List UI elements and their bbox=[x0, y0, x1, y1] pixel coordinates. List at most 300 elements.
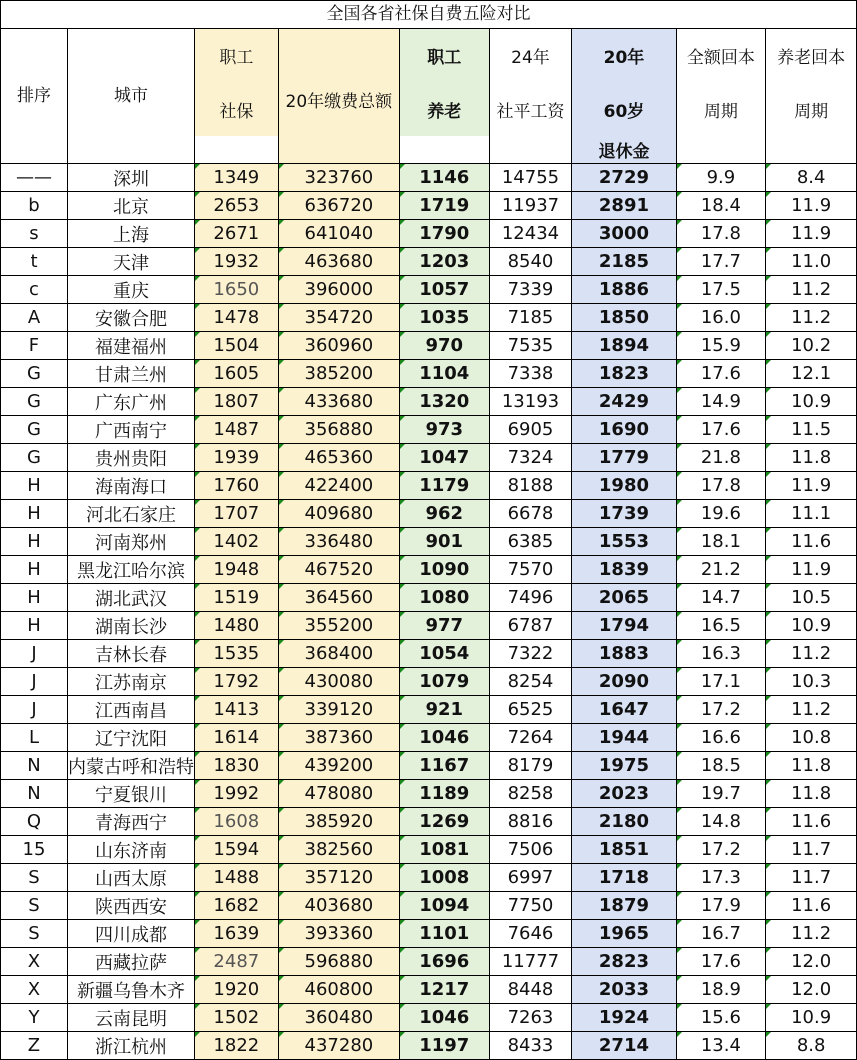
cell-rank[interactable]: G bbox=[1, 360, 68, 388]
cell-pension-payback[interactable]: 10.9 bbox=[766, 388, 857, 416]
cell-total[interactable]: 356880 bbox=[278, 416, 399, 444]
cell-full-payback[interactable]: 9.9 bbox=[676, 164, 766, 192]
cell-social[interactable]: 1807 bbox=[194, 388, 278, 416]
cell-wage[interactable]: 6787 bbox=[489, 612, 572, 640]
cell-total[interactable]: 323760 bbox=[278, 164, 399, 192]
table-row bbox=[1, 472, 857, 500]
cell-rank[interactable]: c bbox=[1, 276, 68, 304]
cell-social[interactable]: 1413 bbox=[194, 696, 278, 724]
cell-rank[interactable]: t bbox=[1, 248, 68, 276]
cell-retire[interactable]: 1823 bbox=[572, 360, 676, 388]
cell-retire[interactable]: 2033 bbox=[572, 976, 676, 1004]
cell-rank[interactable]: H bbox=[1, 556, 68, 584]
cell-retire[interactable]: 2429 bbox=[572, 388, 676, 416]
cell-city[interactable] bbox=[67, 164, 194, 192]
cell-full-payback[interactable]: 16.0 bbox=[676, 304, 766, 332]
cell-retire[interactable]: 2891 bbox=[572, 192, 676, 220]
cell-social[interactable]: 1948 bbox=[194, 556, 278, 584]
cell-total[interactable]: 422400 bbox=[278, 472, 399, 500]
cell-wage[interactable]: 6678 bbox=[489, 500, 572, 528]
cell-pension[interactable]: 1046 bbox=[400, 724, 490, 752]
cell-pension[interactable]: 970 bbox=[400, 332, 490, 360]
cell-retire[interactable]: 1883 bbox=[572, 640, 676, 668]
cell-wage[interactable]: 8433 bbox=[489, 1032, 572, 1060]
cell-full-payback[interactable]: 17.1 bbox=[676, 668, 766, 696]
cell-pension[interactable]: 1790 bbox=[400, 220, 490, 248]
cell-total[interactable]: 368400 bbox=[278, 640, 399, 668]
cell-pension-payback[interactable]: 11.9 bbox=[766, 472, 857, 500]
cell-pension[interactable]: 1167 bbox=[400, 752, 490, 780]
cell-total[interactable]: 433680 bbox=[278, 388, 399, 416]
cell-retire[interactable]: 1690 bbox=[572, 416, 676, 444]
cell-city[interactable] bbox=[67, 836, 194, 864]
cell-city[interactable] bbox=[67, 388, 194, 416]
cell-city[interactable] bbox=[67, 724, 194, 752]
cell-pension-payback[interactable]: 11.2 bbox=[766, 920, 857, 948]
header-rank[interactable] bbox=[1, 29, 68, 164]
cell-social[interactable]: 1792 bbox=[194, 668, 278, 696]
cell-rank[interactable]: H bbox=[1, 472, 68, 500]
cell-rank[interactable]: G bbox=[1, 444, 68, 472]
cell-full-payback[interactable]: 18.4 bbox=[676, 192, 766, 220]
cell-rank[interactable]: L bbox=[1, 724, 68, 752]
header-social[interactable] bbox=[194, 29, 278, 164]
cell-social[interactable]: 1614 bbox=[194, 724, 278, 752]
cell-full-payback[interactable]: 17.7 bbox=[676, 248, 766, 276]
cell-pension[interactable]: 1696 bbox=[400, 948, 490, 976]
cell-retire[interactable]: 2729 bbox=[572, 164, 676, 192]
cell-full-payback[interactable]: 18.1 bbox=[676, 528, 766, 556]
cell-social[interactable]: 1830 bbox=[194, 752, 278, 780]
cell-rank[interactable]: N bbox=[1, 752, 68, 780]
cell-retire[interactable]: 1718 bbox=[572, 864, 676, 892]
cell-retire[interactable]: 2714 bbox=[572, 1032, 676, 1060]
cell-full-payback[interactable]: 17.2 bbox=[676, 696, 766, 724]
cell-pension[interactable]: 977 bbox=[400, 612, 490, 640]
cell-total[interactable]: 430080 bbox=[278, 668, 399, 696]
cell-total[interactable]: 354720 bbox=[278, 304, 399, 332]
cell-total[interactable]: 636720 bbox=[278, 192, 399, 220]
cell-full-payback[interactable]: 17.8 bbox=[676, 472, 766, 500]
cell-rank[interactable]: G bbox=[1, 388, 68, 416]
cell-pension[interactable]: 1217 bbox=[400, 976, 490, 1004]
cell-pension[interactable]: 1094 bbox=[400, 892, 490, 920]
cell-full-payback[interactable]: 17.6 bbox=[676, 360, 766, 388]
cell-retire[interactable]: 1980 bbox=[572, 472, 676, 500]
cell-pension[interactable]: 1008 bbox=[400, 864, 490, 892]
cell-pension-payback[interactable]: 10.5 bbox=[766, 584, 857, 612]
cell-total[interactable]: 439200 bbox=[278, 752, 399, 780]
cell-wage[interactable]: 7339 bbox=[489, 276, 572, 304]
cell-social[interactable]: 1639 bbox=[194, 920, 278, 948]
cell-total[interactable]: 437280 bbox=[278, 1032, 399, 1060]
header-pension-payback[interactable] bbox=[766, 29, 857, 164]
cell-social[interactable]: 1402 bbox=[194, 528, 278, 556]
cell-total[interactable]: 360480 bbox=[278, 1004, 399, 1032]
header-total[interactable] bbox=[278, 29, 399, 164]
cell-pension-payback[interactable]: 10.9 bbox=[766, 612, 857, 640]
cell-pension-payback[interactable]: 11.8 bbox=[766, 780, 857, 808]
cell-rank[interactable]: Z bbox=[1, 1032, 68, 1060]
cell-city[interactable] bbox=[67, 1032, 194, 1060]
header-full-payback[interactable] bbox=[676, 29, 766, 164]
cell-city[interactable] bbox=[67, 248, 194, 276]
cell-wage[interactable]: 13193 bbox=[489, 388, 572, 416]
cell-rank[interactable]: H bbox=[1, 612, 68, 640]
cell-social[interactable]: 1594 bbox=[194, 836, 278, 864]
cell-city[interactable] bbox=[67, 696, 194, 724]
cell-total[interactable]: 596880 bbox=[278, 948, 399, 976]
cell-retire[interactable]: 1924 bbox=[572, 1004, 676, 1032]
cell-city[interactable] bbox=[67, 892, 194, 920]
cell-pension-payback[interactable]: 11.5 bbox=[766, 416, 857, 444]
cell-total[interactable]: 465360 bbox=[278, 444, 399, 472]
cell-total[interactable]: 360960 bbox=[278, 332, 399, 360]
cell-wage[interactable]: 8254 bbox=[489, 668, 572, 696]
cell-city[interactable] bbox=[67, 864, 194, 892]
cell-total[interactable]: 355200 bbox=[278, 612, 399, 640]
cell-rank[interactable]: S bbox=[1, 920, 68, 948]
cell-social[interactable]: 1822 bbox=[194, 1032, 278, 1060]
cell-rank[interactable]: H bbox=[1, 584, 68, 612]
cell-full-payback[interactable]: 17.6 bbox=[676, 948, 766, 976]
cell-pension-payback[interactable]: 10.2 bbox=[766, 332, 857, 360]
cell-total[interactable]: 387360 bbox=[278, 724, 399, 752]
cell-city[interactable] bbox=[67, 780, 194, 808]
cell-retire[interactable]: 1647 bbox=[572, 696, 676, 724]
cell-city[interactable] bbox=[67, 220, 194, 248]
cell-total[interactable]: 336480 bbox=[278, 528, 399, 556]
cell-social[interactable]: 1535 bbox=[194, 640, 278, 668]
cell-full-payback[interactable]: 14.7 bbox=[676, 584, 766, 612]
cell-pension-payback[interactable]: 11.0 bbox=[766, 248, 857, 276]
cell-city[interactable] bbox=[67, 808, 194, 836]
cell-pension[interactable]: 1046 bbox=[400, 1004, 490, 1032]
cell-wage[interactable]: 8448 bbox=[489, 976, 572, 1004]
cell-pension-payback[interactable]: 11.9 bbox=[766, 220, 857, 248]
cell-city[interactable] bbox=[67, 948, 194, 976]
cell-city[interactable] bbox=[67, 276, 194, 304]
cell-full-payback[interactable]: 16.6 bbox=[676, 724, 766, 752]
cell-pension[interactable]: 1269 bbox=[400, 808, 490, 836]
cell-retire[interactable]: 1944 bbox=[572, 724, 676, 752]
cell-social[interactable]: 2487 bbox=[194, 948, 278, 976]
cell-social[interactable]: 2653 bbox=[194, 192, 278, 220]
cell-full-payback[interactable]: 13.4 bbox=[676, 1032, 766, 1060]
cell-city[interactable] bbox=[67, 976, 194, 1004]
cell-pension-payback[interactable]: 11.2 bbox=[766, 640, 857, 668]
cell-pension-payback[interactable]: 10.9 bbox=[766, 1004, 857, 1032]
cell-pension-payback[interactable]: 8.4 bbox=[766, 164, 857, 192]
cell-rank[interactable]: F bbox=[1, 332, 68, 360]
cell-pension[interactable]: 1320 bbox=[400, 388, 490, 416]
cell-social[interactable]: 1487 bbox=[194, 416, 278, 444]
cell-rank[interactable]: J bbox=[1, 696, 68, 724]
cell-pension-payback[interactable]: 8.8 bbox=[766, 1032, 857, 1060]
cell-social[interactable]: 1650 bbox=[194, 276, 278, 304]
cell-city[interactable] bbox=[67, 332, 194, 360]
cell-wage[interactable]: 8258 bbox=[489, 780, 572, 808]
cell-city[interactable] bbox=[67, 752, 194, 780]
cell-wage[interactable]: 7506 bbox=[489, 836, 572, 864]
cell-wage[interactable]: 8188 bbox=[489, 472, 572, 500]
header-city[interactable] bbox=[67, 29, 194, 164]
cell-city[interactable] bbox=[67, 416, 194, 444]
cell-rank[interactable]: A bbox=[1, 304, 68, 332]
cell-retire[interactable]: 1965 bbox=[572, 920, 676, 948]
header-pension[interactable] bbox=[400, 29, 490, 164]
cell-full-payback[interactable]: 16.5 bbox=[676, 612, 766, 640]
cell-total[interactable]: 460800 bbox=[278, 976, 399, 1004]
cell-retire[interactable]: 1553 bbox=[572, 528, 676, 556]
cell-full-payback[interactable]: 19.7 bbox=[676, 780, 766, 808]
cell-social[interactable]: 2671 bbox=[194, 220, 278, 248]
cell-retire[interactable]: 2823 bbox=[572, 948, 676, 976]
cell-rank[interactable]: S bbox=[1, 864, 68, 892]
header-wage[interactable] bbox=[489, 29, 572, 164]
cell-social[interactable]: 1760 bbox=[194, 472, 278, 500]
cell-wage[interactable]: 6385 bbox=[489, 528, 572, 556]
cell-wage[interactable]: 7750 bbox=[489, 892, 572, 920]
cell-total[interactable]: 478080 bbox=[278, 780, 399, 808]
cell-wage[interactable]: 7264 bbox=[489, 724, 572, 752]
cell-pension[interactable]: 1035 bbox=[400, 304, 490, 332]
cell-city[interactable] bbox=[67, 528, 194, 556]
cell-retire[interactable]: 2180 bbox=[572, 808, 676, 836]
cell-full-payback[interactable]: 21.2 bbox=[676, 556, 766, 584]
cell-pension-payback[interactable]: 11.7 bbox=[766, 864, 857, 892]
cell-retire[interactable]: 2090 bbox=[572, 668, 676, 696]
cell-total[interactable]: 393360 bbox=[278, 920, 399, 948]
cell-city[interactable] bbox=[67, 668, 194, 696]
cell-wage[interactable]: 7570 bbox=[489, 556, 572, 584]
cell-wage[interactable]: 14755 bbox=[489, 164, 572, 192]
cell-wage[interactable]: 7324 bbox=[489, 444, 572, 472]
cell-total[interactable]: 364560 bbox=[278, 584, 399, 612]
cell-wage[interactable]: 7646 bbox=[489, 920, 572, 948]
cell-total[interactable]: 467520 bbox=[278, 556, 399, 584]
cell-retire[interactable]: 1894 bbox=[572, 332, 676, 360]
cell-pension[interactable]: 1104 bbox=[400, 360, 490, 388]
cell-full-payback[interactable]: 17.8 bbox=[676, 220, 766, 248]
cell-social[interactable]: 1608 bbox=[194, 808, 278, 836]
cell-pension-payback[interactable]: 12.0 bbox=[766, 948, 857, 976]
cell-pension-payback[interactable]: 11.6 bbox=[766, 808, 857, 836]
cell-social[interactable]: 1605 bbox=[194, 360, 278, 388]
cell-social[interactable]: 1682 bbox=[194, 892, 278, 920]
cell-total[interactable]: 641040 bbox=[278, 220, 399, 248]
cell-rank[interactable]: J bbox=[1, 668, 68, 696]
cell-pension[interactable]: 1203 bbox=[400, 248, 490, 276]
cell-pension[interactable]: 1057 bbox=[400, 276, 490, 304]
cell-total[interactable]: 385920 bbox=[278, 808, 399, 836]
cell-wage[interactable]: 6905 bbox=[489, 416, 572, 444]
cell-retire[interactable]: 1850 bbox=[572, 304, 676, 332]
cell-full-payback[interactable]: 15.9 bbox=[676, 332, 766, 360]
cell-social[interactable]: 1992 bbox=[194, 780, 278, 808]
cell-wage[interactable]: 7496 bbox=[489, 584, 572, 612]
cell-city[interactable] bbox=[67, 584, 194, 612]
cell-retire[interactable]: 1739 bbox=[572, 500, 676, 528]
cell-pension[interactable]: 1189 bbox=[400, 780, 490, 808]
cell-city[interactable] bbox=[67, 920, 194, 948]
cell-pension-payback[interactable]: 11.6 bbox=[766, 892, 857, 920]
cell-city[interactable] bbox=[67, 192, 194, 220]
cell-social[interactable]: 1480 bbox=[194, 612, 278, 640]
cell-rank[interactable]: 15 bbox=[1, 836, 68, 864]
cell-pension-payback[interactable]: 11.6 bbox=[766, 528, 857, 556]
cell-full-payback[interactable]: 17.9 bbox=[676, 892, 766, 920]
cell-wage[interactable]: 11937 bbox=[489, 192, 572, 220]
cell-pension[interactable]: 1090 bbox=[400, 556, 490, 584]
cell-total[interactable]: 385200 bbox=[278, 360, 399, 388]
cell-pension[interactable]: 1080 bbox=[400, 584, 490, 612]
cell-full-payback[interactable]: 17.5 bbox=[676, 276, 766, 304]
cell-full-payback[interactable]: 18.9 bbox=[676, 976, 766, 1004]
cell-total[interactable]: 339120 bbox=[278, 696, 399, 724]
cell-social[interactable]: 1920 bbox=[194, 976, 278, 1004]
cell-wage[interactable]: 8179 bbox=[489, 752, 572, 780]
cell-pension[interactable]: 1079 bbox=[400, 668, 490, 696]
cell-total[interactable]: 409680 bbox=[278, 500, 399, 528]
cell-wage[interactable]: 6997 bbox=[489, 864, 572, 892]
cell-social[interactable]: 1939 bbox=[194, 444, 278, 472]
cell-pension-payback[interactable]: 11.8 bbox=[766, 444, 857, 472]
cell-city[interactable] bbox=[67, 556, 194, 584]
cell-pension-payback[interactable]: 11.8 bbox=[766, 752, 857, 780]
cell-wage[interactable]: 7263 bbox=[489, 1004, 572, 1032]
header-retire[interactable] bbox=[572, 29, 676, 164]
cell-retire[interactable]: 1779 bbox=[572, 444, 676, 472]
cell-pension-payback[interactable]: 11.2 bbox=[766, 276, 857, 304]
cell-total[interactable]: 396000 bbox=[278, 276, 399, 304]
cell-rank[interactable]: G bbox=[1, 416, 68, 444]
cell-full-payback[interactable]: 14.8 bbox=[676, 808, 766, 836]
cell-full-payback[interactable]: 16.7 bbox=[676, 920, 766, 948]
cell-pension[interactable]: 901 bbox=[400, 528, 490, 556]
cell-wage[interactable]: 7535 bbox=[489, 332, 572, 360]
cell-wage[interactable]: 8540 bbox=[489, 248, 572, 276]
cell-retire[interactable]: 1794 bbox=[572, 612, 676, 640]
cell-pension[interactable]: 1719 bbox=[400, 192, 490, 220]
cell-city[interactable] bbox=[67, 612, 194, 640]
cell-full-payback[interactable]: 19.6 bbox=[676, 500, 766, 528]
cell-pension-payback[interactable]: 11.7 bbox=[766, 836, 857, 864]
cell-pension-payback[interactable]: 11.9 bbox=[766, 192, 857, 220]
cell-social[interactable]: 1478 bbox=[194, 304, 278, 332]
cell-pension-payback[interactable]: 11.9 bbox=[766, 556, 857, 584]
cell-pension-payback[interactable]: 11.1 bbox=[766, 500, 857, 528]
cell-pension[interactable]: 973 bbox=[400, 416, 490, 444]
cell-retire[interactable]: 2185 bbox=[572, 248, 676, 276]
cell-rank[interactable]: X bbox=[1, 948, 68, 976]
cell-social[interactable]: 1502 bbox=[194, 1004, 278, 1032]
cell-full-payback[interactable]: 21.8 bbox=[676, 444, 766, 472]
cell-retire[interactable]: 2065 bbox=[572, 584, 676, 612]
cell-rank[interactable]: J bbox=[1, 640, 68, 668]
city-name: 湖北武汉 bbox=[94, 588, 167, 610]
cell-rank[interactable]: s bbox=[1, 220, 68, 248]
cell-pension[interactable]: 1101 bbox=[400, 920, 490, 948]
cell-wage[interactable]: 7322 bbox=[489, 640, 572, 668]
cell-city[interactable] bbox=[67, 360, 194, 388]
cell-rank[interactable]: Q bbox=[1, 808, 68, 836]
cell-wage[interactable]: 12434 bbox=[489, 220, 572, 248]
cell-social[interactable]: 1504 bbox=[194, 332, 278, 360]
cell-social[interactable]: 1349 bbox=[194, 164, 278, 192]
cell-wage[interactable]: 8816 bbox=[489, 808, 572, 836]
cell-pension[interactable]: 1047 bbox=[400, 444, 490, 472]
cell-rank[interactable]: Y bbox=[1, 1004, 68, 1032]
cell-full-payback[interactable]: 17.6 bbox=[676, 416, 766, 444]
cell-pension[interactable]: 1054 bbox=[400, 640, 490, 668]
cell-pension-payback[interactable]: 10.3 bbox=[766, 668, 857, 696]
cell-social[interactable]: 1519 bbox=[194, 584, 278, 612]
cell-retire[interactable]: 1879 bbox=[572, 892, 676, 920]
cell-rank[interactable]: H bbox=[1, 528, 68, 556]
cell-pension[interactable]: 921 bbox=[400, 696, 490, 724]
cell-rank[interactable]: X bbox=[1, 976, 68, 1004]
cell-total[interactable]: 463680 bbox=[278, 248, 399, 276]
cell-wage[interactable]: 11777 bbox=[489, 948, 572, 976]
cell-rank[interactable]: H bbox=[1, 500, 68, 528]
cell-full-payback[interactable]: 16.3 bbox=[676, 640, 766, 668]
cell-total[interactable]: 357120 bbox=[278, 864, 399, 892]
cell-retire[interactable]: 1839 bbox=[572, 556, 676, 584]
cell-rank[interactable]: S bbox=[1, 892, 68, 920]
cell-city[interactable] bbox=[67, 472, 194, 500]
cell-retire[interactable]: 3000 bbox=[572, 220, 676, 248]
cell-pension[interactable]: 1146 bbox=[400, 164, 490, 192]
cell-city[interactable] bbox=[67, 444, 194, 472]
cell-full-payback[interactable]: 17.2 bbox=[676, 836, 766, 864]
cell-total[interactable]: 382560 bbox=[278, 836, 399, 864]
cell-city[interactable] bbox=[67, 304, 194, 332]
cell-retire[interactable]: 1886 bbox=[572, 276, 676, 304]
cell-city[interactable] bbox=[67, 640, 194, 668]
cell-wage[interactable]: 7338 bbox=[489, 360, 572, 388]
cell-pension-payback[interactable]: 12.1 bbox=[766, 360, 857, 388]
cell-retire[interactable]: 1851 bbox=[572, 836, 676, 864]
cell-pension[interactable]: 1179 bbox=[400, 472, 490, 500]
cell-rank[interactable]: —— bbox=[1, 164, 68, 192]
cell-full-payback[interactable]: 15.6 bbox=[676, 1004, 766, 1032]
cell-pension-payback[interactable]: 11.2 bbox=[766, 696, 857, 724]
cell-pension-payback[interactable]: 11.2 bbox=[766, 304, 857, 332]
cell-full-payback[interactable]: 18.5 bbox=[676, 752, 766, 780]
cell-total[interactable]: 403680 bbox=[278, 892, 399, 920]
cell-wage[interactable]: 6525 bbox=[489, 696, 572, 724]
cell-rank[interactable]: b bbox=[1, 192, 68, 220]
header-pen-line2: 周期 bbox=[794, 102, 829, 122]
cell-retire[interactable]: 1975 bbox=[572, 752, 676, 780]
cell-retire[interactable]: 2023 bbox=[572, 780, 676, 808]
cell-social[interactable]: 1707 bbox=[194, 500, 278, 528]
cell-social[interactable]: 1932 bbox=[194, 248, 278, 276]
cell-pension[interactable]: 1197 bbox=[400, 1032, 490, 1060]
cell-pension-payback[interactable]: 10.8 bbox=[766, 724, 857, 752]
cell-pension-payback[interactable]: 12.0 bbox=[766, 976, 857, 1004]
cell-full-payback[interactable]: 17.3 bbox=[676, 864, 766, 892]
cell-full-payback[interactable]: 14.9 bbox=[676, 388, 766, 416]
cell-social[interactable]: 1488 bbox=[194, 864, 278, 892]
cell-city[interactable] bbox=[67, 1004, 194, 1032]
cell-rank[interactable]: N bbox=[1, 780, 68, 808]
cell-pension[interactable]: 962 bbox=[400, 500, 490, 528]
cell-wage[interactable]: 7185 bbox=[489, 304, 572, 332]
cell-city[interactable] bbox=[67, 500, 194, 528]
cell-pension[interactable]: 1081 bbox=[400, 836, 490, 864]
